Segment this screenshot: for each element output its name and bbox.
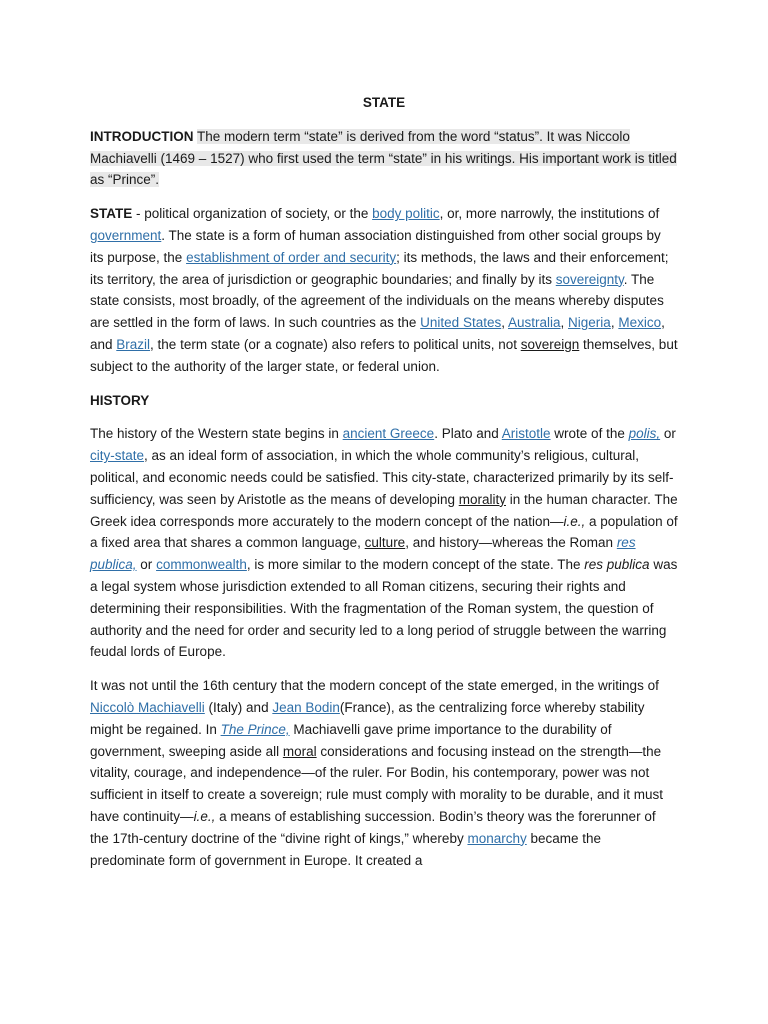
text-run: , and history—whereas the Roman (405, 535, 617, 551)
link-sovereignty[interactable]: sovereignty (555, 271, 624, 287)
text-run: The history of the Western state begins in (90, 426, 343, 442)
text-run: , or, more narrowly, the institutions of (439, 206, 660, 222)
text-run: . Plato and (434, 426, 502, 442)
link-the-prince[interactable] (221, 722, 290, 737)
link-jean-bodin[interactable]: Jean Bodin (272, 699, 340, 715)
text-run: (France), as the centralizing force whereby stability might be regained. In (90, 699, 645, 737)
link-niccolo-machiavelli[interactable]: Niccolò Machiavelli (90, 699, 205, 715)
text-run: a means of establishing succession. Bodin’s theory was the forerunner of the 17th-century doctrine of the “divine right of kings,” whereby (90, 808, 656, 846)
link-brazil[interactable]: Brazil (116, 336, 151, 352)
text-run: wrote of the (550, 426, 629, 442)
italic-ie-2: i.e., (193, 808, 216, 824)
text-run: , (560, 315, 569, 331)
italic-ie: i.e., (563, 513, 586, 529)
link-polis[interactable] (629, 426, 661, 441)
text-run: Machiavelli gave prime importance to the durability of government, sweeping aside all (90, 721, 612, 759)
link-commonwealth[interactable]: commonwealth (156, 557, 247, 573)
text-run: . The state is a form of human association distinguished from other social groups by its purpose, the (90, 227, 661, 265)
underlined-morality: morality (458, 491, 506, 507)
link-aristotle[interactable]: Aristotle (501, 426, 551, 442)
text-run: It was not until the 16th century that the modern concept of the state emerged, in the writings of (90, 678, 659, 694)
history-heading: HISTORY (90, 392, 150, 408)
link-the-prince-text: The Prince, (220, 721, 290, 737)
text-run: . The state consists, most broadly, of the agreement of the individuals on the means whereby disputes are settled in the form of laws. In such countries as the (90, 271, 664, 331)
text-run: in the human character. The Greek idea corresponds more accurately to the modern concept of the nation— (90, 491, 678, 529)
document-page (90, 92, 678, 883)
history-paragraph-1 (90, 423, 678, 663)
text-run: , is more similar to the modern concept of the state. The (246, 557, 585, 573)
text-run: , the term state (or a cognate) also refers to political units, not (150, 336, 521, 352)
text-run: considerations and focusing instead on the strength—the vitality, courage, and independence—of the ruler. For Bodin, his contemporary, power was not sufficient in itself to create a sovereign; rule must comply with morality to be durable, and it must have continuity— (90, 743, 664, 824)
text-run: or (136, 557, 157, 573)
link-body-politic[interactable]: body politic (372, 206, 440, 222)
page-title: STATE (362, 95, 406, 110)
text-run: themselves, but subject to the authority of the larger state, or federal union. (90, 336, 678, 374)
text-run: (Italy) and (204, 699, 273, 715)
text-run: a population of a fixed area that shares a common language, (90, 513, 678, 551)
link-city-state[interactable]: city-state (90, 448, 145, 464)
link-nigeria[interactable]: Nigeria (568, 315, 611, 331)
history-paragraph-2 (90, 675, 678, 871)
text-run: or (660, 426, 676, 442)
link-monarchy[interactable]: monarchy (467, 830, 527, 846)
text-run: - political organization of society, or the (132, 206, 373, 222)
link-polis-text: polis, (628, 426, 661, 442)
state-label: STATE (90, 206, 133, 222)
link-establishment-of-order[interactable]: establishment of order and security (186, 249, 397, 265)
text-run: , (610, 315, 619, 331)
link-united-states[interactable]: United States (420, 315, 502, 331)
link-government[interactable]: government (90, 227, 162, 243)
intro-text: The modern term “state” is derived from the word “status”. It was Niccolo Machiavelli (1469 – 1527) who first used the term “state” in his writings. His important work is titled as “Prince”. (90, 128, 677, 188)
link-ancient-greece[interactable]: ancient Greece (342, 426, 435, 442)
text-run: , and (90, 315, 665, 352)
underlined-sovereign: sovereign (520, 336, 580, 352)
italic-res-publica: res publica (584, 557, 650, 573)
text-run: , as an ideal form of association, in which the whole community’s religious, cultural, political, and economic needs could be satisfied. This city-state, characterized primarily by its self-sufficiency, was seen by Aristotle as the means of developing (90, 448, 674, 507)
underlined-moral: moral (282, 743, 317, 759)
link-australia[interactable]: Australia (507, 315, 561, 331)
link-mexico[interactable]: Mexico (618, 315, 662, 331)
text-run: was a legal system whose jurisdiction extended to all Roman citizens, securing their rights and determining their responsibilities. With the fragmentation of the Roman system, the question of authority and the need for order and security led to a long period of struggle between the warring feudal lords of Europe. (90, 557, 678, 660)
link-res-publica-text: res publica, (90, 535, 636, 573)
text-run: , (501, 315, 508, 331)
intro-paragraph (90, 126, 678, 191)
intro-label: INTRODUCTION (90, 128, 194, 144)
underlined-culture: culture (364, 535, 406, 551)
state-definition-paragraph (90, 203, 678, 377)
text-run: became the predominate form of government in Europe. It created a (90, 830, 602, 868)
text-run: ; its methods, the laws and their enforcement; its territory, the area of jurisdiction or geographic boundaries; and finally by its (90, 249, 669, 287)
